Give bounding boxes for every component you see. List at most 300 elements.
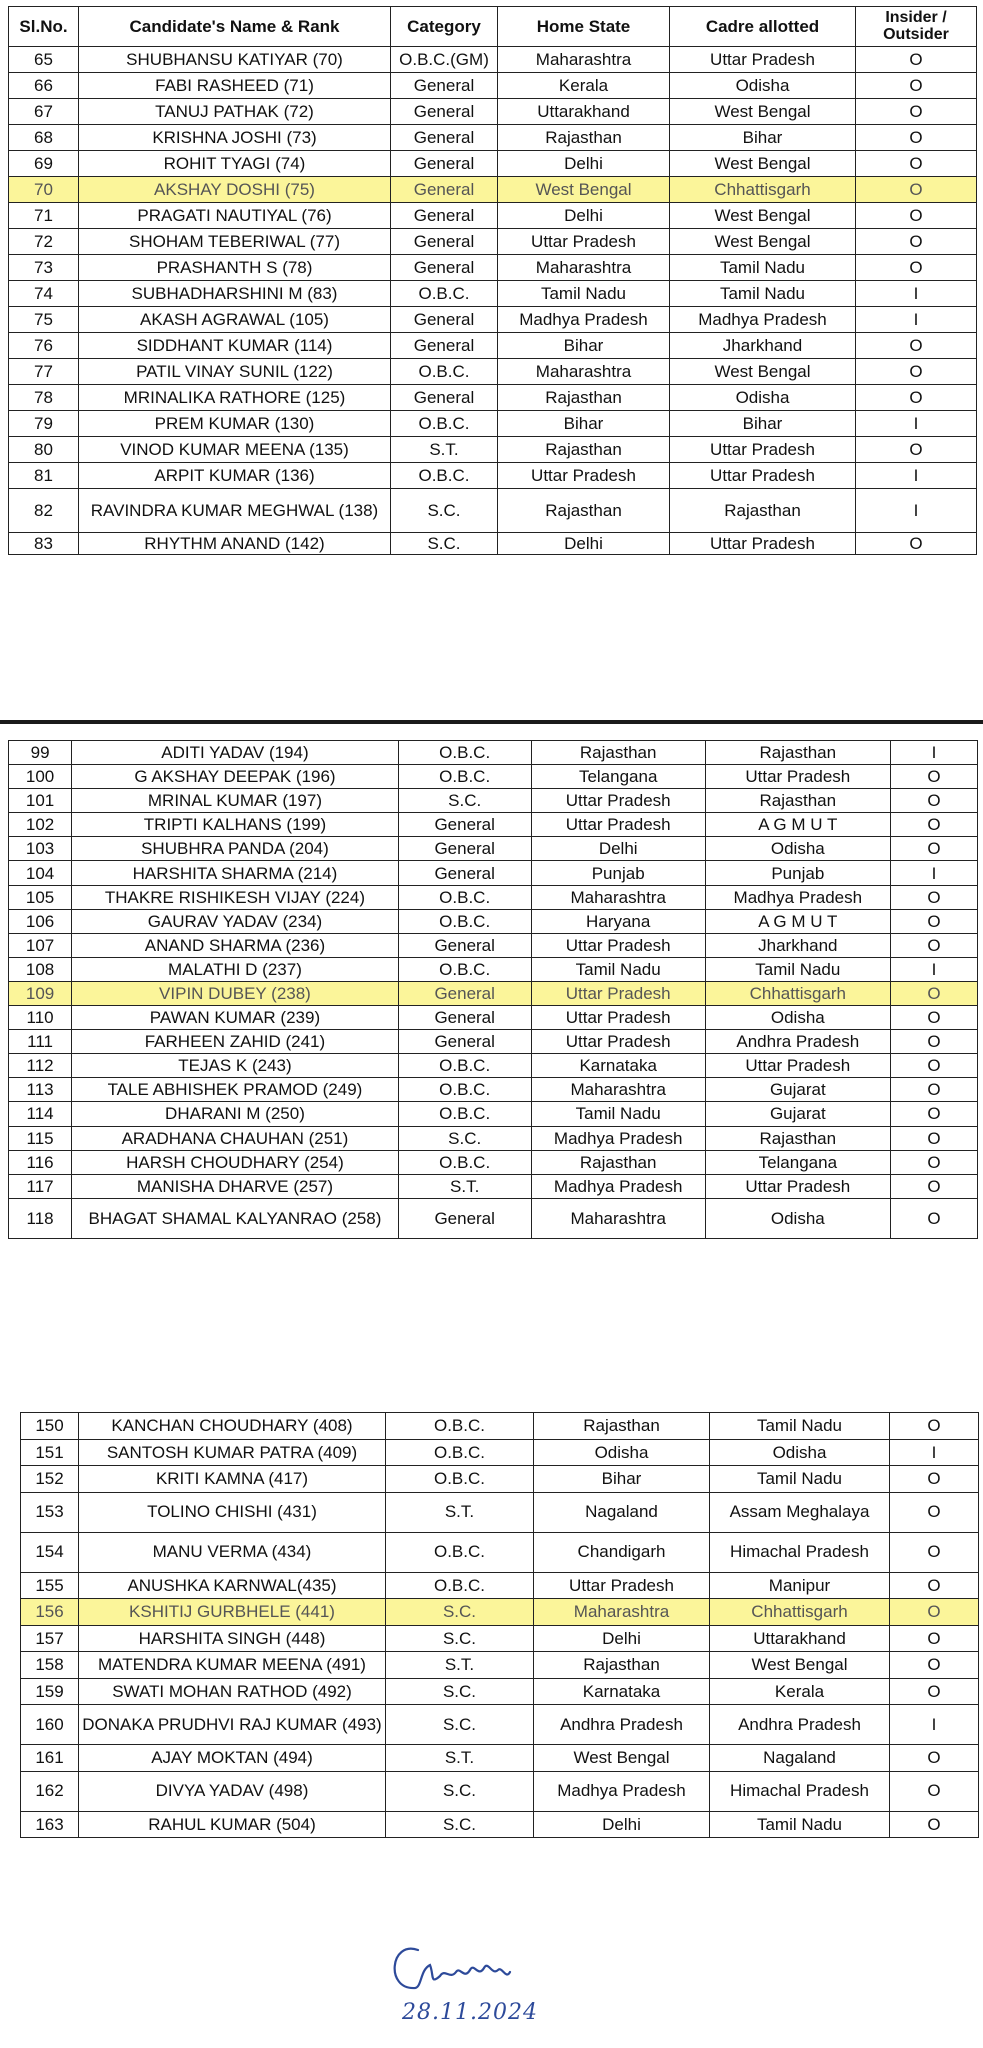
table-row [9,837,978,861]
home-state-cell: Tamil Nadu [531,1102,705,1126]
home-state-cell: Uttar Pradesh [498,229,670,255]
sl-no-cell: 65 [9,47,79,73]
cadre-cell: Odisha [670,73,856,99]
sl-no-cell: 77 [9,359,79,385]
sl-no-cell: 116 [9,1150,72,1174]
insider-outsider-cell: O [890,1054,977,1078]
home-state-cell: Uttar Pradesh [531,933,705,957]
cadre-cell: Rajasthan [705,1126,890,1150]
insider-outsider-cell: O [856,99,977,125]
home-state-cell: Maharashtra [534,1599,710,1626]
name-rank-cell: HARSH CHOUDHARY (254) [72,1150,399,1174]
table-row [9,463,977,489]
sl-no-cell: 100 [9,765,72,789]
name-rank-cell: PRAGATI NAUTIYAL (76) [79,203,391,229]
table-row [9,437,977,463]
insider-outsider-cell: O [890,1174,977,1198]
home-state-cell: West Bengal [534,1745,710,1772]
category-cell: S.T. [391,437,498,463]
cadre-cell: Manipur [710,1572,890,1599]
insider-outsider-cell: O [890,1198,977,1238]
table-row [9,359,977,385]
name-rank-cell: MRINALIKA RATHORE (125) [79,385,391,411]
cadre-cell: West Bengal [710,1652,890,1679]
name-rank-cell: MANISHA DHARVE (257) [72,1174,399,1198]
sl-no-cell: 158 [21,1652,79,1679]
insider-outsider-cell: O [890,1678,979,1705]
name-rank-cell: TOLINO CHISHI (431) [79,1492,386,1532]
category-cell: O.B.C. [391,463,498,489]
category-cell: O.B.C. [398,909,531,933]
name-rank-cell: HARSHITA SINGH (448) [79,1625,386,1652]
home-state-cell: Uttar Pradesh [531,789,705,813]
name-rank-cell: MRINAL KUMAR (197) [72,789,399,813]
table-row [21,1532,979,1572]
table-row [9,1198,978,1238]
name-rank-cell: SIDDHANT KUMAR (114) [79,333,391,359]
table-row [9,281,977,307]
table-row [9,1150,978,1174]
insider-outsider-cell: O [856,177,977,203]
category-cell: General [391,99,498,125]
insider-outsider-cell: O [856,151,977,177]
name-rank-cell: AKSHAY DOSHI (75) [79,177,391,203]
table-row [21,1413,979,1440]
insider-outsider-cell: I [890,861,977,885]
table-row [9,533,977,555]
cadre-cell: Rajasthan [705,741,890,765]
insider-outsider-cell: O [856,203,977,229]
home-state-cell: Uttarakhand [498,99,670,125]
cadre-cell: Bihar [670,125,856,151]
sl-no-cell: 78 [9,385,79,411]
segment-divider [0,720,983,724]
header-cadre: Cadre allotted [670,7,856,47]
home-state-cell: Rajasthan [498,489,670,533]
cadre-cell: West Bengal [670,99,856,125]
sl-no-cell: 117 [9,1174,72,1198]
home-state-cell: Delhi [534,1811,710,1838]
category-cell: O.B.C. [398,1102,531,1126]
home-state-cell: Rajasthan [498,437,670,463]
insider-outsider-cell: O [856,533,977,555]
insider-outsider-cell: O [890,789,977,813]
home-state-cell: Haryana [531,909,705,933]
table-row [9,411,977,437]
insider-outsider-cell: I [890,1439,979,1466]
insider-outsider-cell: I [856,463,977,489]
category-cell: O.B.C. [398,1054,531,1078]
sl-no-cell: 151 [21,1439,79,1466]
name-rank-cell: SANTOSH KUMAR PATRA (409) [79,1439,386,1466]
category-cell: S.T. [386,1652,534,1679]
cadre-cell: Himachal Pradesh [710,1771,890,1811]
home-state-cell: Bihar [534,1466,710,1493]
category-cell: General [391,255,498,281]
table-row [9,1054,978,1078]
category-cell: General [391,151,498,177]
sl-no-cell: 156 [21,1599,79,1626]
name-rank-cell: MALATHI D (237) [72,957,399,981]
table-row [9,861,978,885]
home-state-cell: Rajasthan [531,1150,705,1174]
category-cell: O.B.C. [398,765,531,789]
sl-no-cell: 113 [9,1078,72,1102]
table-row [9,385,977,411]
home-state-cell: Delhi [531,837,705,861]
cadre-cell: West Bengal [670,151,856,177]
name-rank-cell: ROHIT TYAGI (74) [79,151,391,177]
cadre-cell: Jharkhand [705,933,890,957]
insider-outsider-cell: I [890,957,977,981]
table-row [21,1705,979,1745]
category-cell: S.C. [386,1678,534,1705]
header-home-state: Home State [498,7,670,47]
name-rank-cell: KANCHAN CHOUDHARY (408) [79,1413,386,1440]
category-cell: O.B.C. [391,411,498,437]
home-state-cell: West Bengal [498,177,670,203]
insider-outsider-cell: O [890,1413,979,1440]
insider-outsider-cell: I [856,489,977,533]
name-rank-cell: BHAGAT SHAMAL KALYANRAO (258) [72,1198,399,1238]
name-rank-cell: RAVINDRA KUMAR MEGHWAL (138) [79,489,391,533]
insider-outsider-cell: O [890,837,977,861]
insider-outsider-cell: O [856,255,977,281]
sl-no-cell: 81 [9,463,79,489]
home-state-cell: Maharashtra [531,885,705,909]
category-cell: O.B.C. [386,1439,534,1466]
home-state-cell: Karnataka [531,1054,705,1078]
insider-outsider-cell: O [890,765,977,789]
category-cell: O.B.C. [391,281,498,307]
name-rank-cell: ADITI YADAV (194) [72,741,399,765]
name-rank-cell: RHYTHM ANAND (142) [79,533,391,555]
sl-no-cell: 101 [9,789,72,813]
sl-no-cell: 114 [9,1102,72,1126]
sl-no-cell: 157 [21,1625,79,1652]
home-state-cell: Andhra Pradesh [534,1705,710,1745]
allocation-table-segment-1 [8,6,977,555]
table-row [21,1599,979,1626]
table-row [9,151,977,177]
category-cell: General [391,229,498,255]
category-cell: General [391,307,498,333]
category-cell: S.C. [386,1705,534,1745]
category-cell: S.C. [386,1625,534,1652]
name-rank-cell: KRISHNA JOSHI (73) [79,125,391,151]
sl-no-cell: 159 [21,1678,79,1705]
sl-no-cell: 104 [9,861,72,885]
table-row [9,1174,978,1198]
home-state-cell: Chandigarh [534,1532,710,1572]
cadre-cell: Rajasthan [705,789,890,813]
category-cell: S.T. [386,1745,534,1772]
table-row [21,1745,979,1772]
cadre-cell: Telangana [705,1150,890,1174]
category-cell: General [398,933,531,957]
sl-no-cell: 110 [9,1006,72,1030]
category-cell: S.C. [386,1599,534,1626]
cadre-cell: Uttarakhand [710,1625,890,1652]
category-cell: S.C. [398,1126,531,1150]
home-state-cell: Madhya Pradesh [531,1174,705,1198]
home-state-cell: Rajasthan [498,125,670,151]
home-state-cell: Uttar Pradesh [531,813,705,837]
table-row [21,1439,979,1466]
name-rank-cell: TEJAS K (243) [72,1054,399,1078]
table-row [9,789,978,813]
insider-outsider-cell: I [856,281,977,307]
table-row [9,1126,978,1150]
home-state-cell: Madhya Pradesh [498,307,670,333]
sl-no-cell: 80 [9,437,79,463]
table-header-row [9,7,977,47]
table-row [9,741,978,765]
home-state-cell: Uttar Pradesh [531,1030,705,1054]
category-cell: General [398,1030,531,1054]
category-cell: General [398,861,531,885]
insider-outsider-cell: O [890,1625,979,1652]
insider-outsider-cell: O [856,437,977,463]
category-cell: General [398,1006,531,1030]
cadre-cell: Uttar Pradesh [670,437,856,463]
insider-outsider-cell: O [890,885,977,909]
cadre-cell: West Bengal [670,229,856,255]
name-rank-cell: ANUSHKA KARNWAL(435) [79,1572,386,1599]
crop-gap [0,700,983,720]
table-row [21,1466,979,1493]
cadre-cell: West Bengal [670,203,856,229]
cadre-cell: Kerala [710,1678,890,1705]
home-state-cell: Bihar [498,333,670,359]
name-rank-cell: VINOD KUMAR MEENA (135) [79,437,391,463]
sl-no-cell: 118 [9,1198,72,1238]
cadre-cell: Uttar Pradesh [705,765,890,789]
category-cell: General [391,385,498,411]
name-rank-cell: PREM KUMAR (130) [79,411,391,437]
sl-no-cell: 155 [21,1572,79,1599]
sl-no-cell: 82 [9,489,79,533]
sl-no-cell: 103 [9,837,72,861]
home-state-cell: Odisha [534,1439,710,1466]
home-state-cell: Delhi [534,1625,710,1652]
name-rank-cell: ARADHANA CHAUHAN (251) [72,1126,399,1150]
name-rank-cell: TALE ABHISHEK PRAMOD (249) [72,1078,399,1102]
name-rank-cell: FARHEEN ZAHID (241) [72,1030,399,1054]
name-rank-cell: DONAKA PRUDHVI RAJ KUMAR (493) [79,1705,386,1745]
cadre-cell: Punjab [705,861,890,885]
home-state-cell: Bihar [498,411,670,437]
insider-outsider-cell: O [890,909,977,933]
name-rank-cell: SHUBHRA PANDA (204) [72,837,399,861]
sl-no-cell: 152 [21,1466,79,1493]
table-row [21,1572,979,1599]
insider-outsider-cell: O [856,229,977,255]
insider-outsider-cell: I [890,741,977,765]
category-cell: General [391,203,498,229]
category-cell: S.C. [398,789,531,813]
name-rank-cell: SWATI MOHAN RATHOD (492) [79,1678,386,1705]
table-row [21,1652,979,1679]
insider-outsider-cell: O [890,933,977,957]
name-rank-cell: TANUJ PATHAK (72) [79,99,391,125]
segment-3-body [21,1413,979,1838]
category-cell: O.B.C. [398,1078,531,1102]
cadre-cell: Jharkhand [670,333,856,359]
segment-1-body [9,47,977,555]
cadre-cell: Chhattisgarh [705,981,890,1005]
home-state-cell: Kerala [498,73,670,99]
sl-no-cell: 162 [21,1771,79,1811]
home-state-cell: Uttar Pradesh [534,1572,710,1599]
header-sl-no: Sl.No. [9,7,79,47]
home-state-cell: Telangana [531,765,705,789]
sl-no-cell: 75 [9,307,79,333]
home-state-cell: Delhi [498,533,670,555]
table-row [9,203,977,229]
insider-outsider-cell: O [890,1599,979,1626]
category-cell: O.B.C. [386,1413,534,1440]
name-rank-cell: DIVYA YADAV (498) [79,1771,386,1811]
cadre-cell: Odisha [705,1198,890,1238]
category-cell: S.C. [391,533,498,555]
home-state-cell: Maharashtra [498,47,670,73]
name-rank-cell: THAKRE RISHIKESH VIJAY (224) [72,885,399,909]
insider-outsider-cell: I [856,307,977,333]
name-rank-cell: GAURAV YADAV (234) [72,909,399,933]
category-cell: General [398,981,531,1005]
sl-no-cell: 153 [21,1492,79,1532]
cadre-cell: Tamil Nadu [710,1811,890,1838]
sl-no-cell: 83 [9,533,79,555]
insider-outsider-cell: O [890,1102,977,1126]
sl-no-cell: 66 [9,73,79,99]
table-row [9,255,977,281]
header-insider-outsider: Insider / Outsider [856,7,977,47]
cadre-cell: Chhattisgarh [670,177,856,203]
sl-no-cell: 108 [9,957,72,981]
sl-no-cell: 115 [9,1126,72,1150]
insider-outsider-cell: O [856,359,977,385]
table-row [21,1771,979,1811]
sl-no-cell: 70 [9,177,79,203]
sl-no-cell: 68 [9,125,79,151]
sl-no-cell: 102 [9,813,72,837]
category-cell: S.C. [391,489,498,533]
table-row [21,1678,979,1705]
name-rank-cell: G AKSHAY DEEPAK (196) [72,765,399,789]
sl-no-cell: 106 [9,909,72,933]
sl-no-cell: 69 [9,151,79,177]
home-state-cell: Uttar Pradesh [498,463,670,489]
segment-2-body [9,741,978,1239]
name-rank-cell: AKASH AGRAWAL (105) [79,307,391,333]
table-row [9,489,977,533]
table-row [9,125,977,151]
name-rank-cell: VIPIN DUBEY (238) [72,981,399,1005]
category-cell: O.B.C. [386,1572,534,1599]
cadre-cell: Assam Meghalaya [710,1492,890,1532]
sl-no-cell: 161 [21,1745,79,1772]
category-cell: S.C. [386,1771,534,1811]
insider-outsider-cell: O [856,125,977,151]
cadre-cell: Uttar Pradesh [670,47,856,73]
name-rank-cell: SHUBHANSU KATIYAR (70) [79,47,391,73]
table-row [9,307,977,333]
category-cell: S.T. [398,1174,531,1198]
category-cell: General [391,73,498,99]
sl-no-cell: 150 [21,1413,79,1440]
category-cell: O.B.C. [398,741,531,765]
name-rank-cell: AJAY MOKTAN (494) [79,1745,386,1772]
table-row [9,933,978,957]
allocation-table-segment-2 [8,740,978,1239]
table-row [9,99,977,125]
home-state-cell: Rajasthan [534,1652,710,1679]
cadre-cell: Tamil Nadu [705,957,890,981]
category-cell: General [398,813,531,837]
category-cell: O.B.C. [386,1532,534,1572]
cadre-cell: A G M U T [705,909,890,933]
name-rank-cell: PRASHANTH S (78) [79,255,391,281]
home-state-cell: Rajasthan [531,741,705,765]
table-row [21,1492,979,1532]
insider-outsider-cell: O [890,1466,979,1493]
home-state-cell: Tamil Nadu [531,957,705,981]
crop-gap [0,1390,983,1410]
cadre-cell: Bihar [670,411,856,437]
home-state-cell: Rajasthan [498,385,670,411]
category-cell: General [391,333,498,359]
insider-outsider-cell: O [856,47,977,73]
sl-no-cell: 73 [9,255,79,281]
cadre-cell: Uttar Pradesh [670,533,856,555]
cadre-cell: Odisha [705,1006,890,1030]
allocation-table-segment-3 [20,1412,979,1838]
name-rank-cell: HARSHITA SHARMA (214) [72,861,399,885]
category-cell: S.C. [386,1811,534,1838]
cadre-cell: Uttar Pradesh [705,1054,890,1078]
insider-outsider-cell: I [890,1705,979,1745]
insider-outsider-cell: O [890,1150,977,1174]
home-state-cell: Punjab [531,861,705,885]
home-state-cell: Uttar Pradesh [531,1006,705,1030]
table-row [9,981,978,1005]
home-state-cell: Tamil Nadu [498,281,670,307]
home-state-cell: Delhi [498,203,670,229]
cadre-cell: Chhattisgarh [710,1599,890,1626]
cadre-cell: Madhya Pradesh [670,307,856,333]
cadre-cell: Tamil Nadu [670,255,856,281]
insider-outsider-cell: O [890,1126,977,1150]
cadre-cell: Odisha [710,1439,890,1466]
cadre-cell: Himachal Pradesh [710,1532,890,1572]
home-state-cell: Karnataka [534,1678,710,1705]
name-rank-cell: TRIPTI KALHANS (199) [72,813,399,837]
insider-outsider-cell: O [890,1492,979,1532]
insider-outsider-cell: O [890,1811,979,1838]
sl-no-cell: 71 [9,203,79,229]
cadre-cell: Uttar Pradesh [705,1174,890,1198]
name-rank-cell: PAWAN KUMAR (239) [72,1006,399,1030]
sl-no-cell: 105 [9,885,72,909]
cadre-cell: Nagaland [710,1745,890,1772]
table-row [21,1811,979,1838]
home-state-cell: Rajasthan [534,1413,710,1440]
insider-outsider-cell: O [890,1745,979,1772]
table-row [9,229,977,255]
header-name-rank: Candidate's Name & Rank [79,7,391,47]
